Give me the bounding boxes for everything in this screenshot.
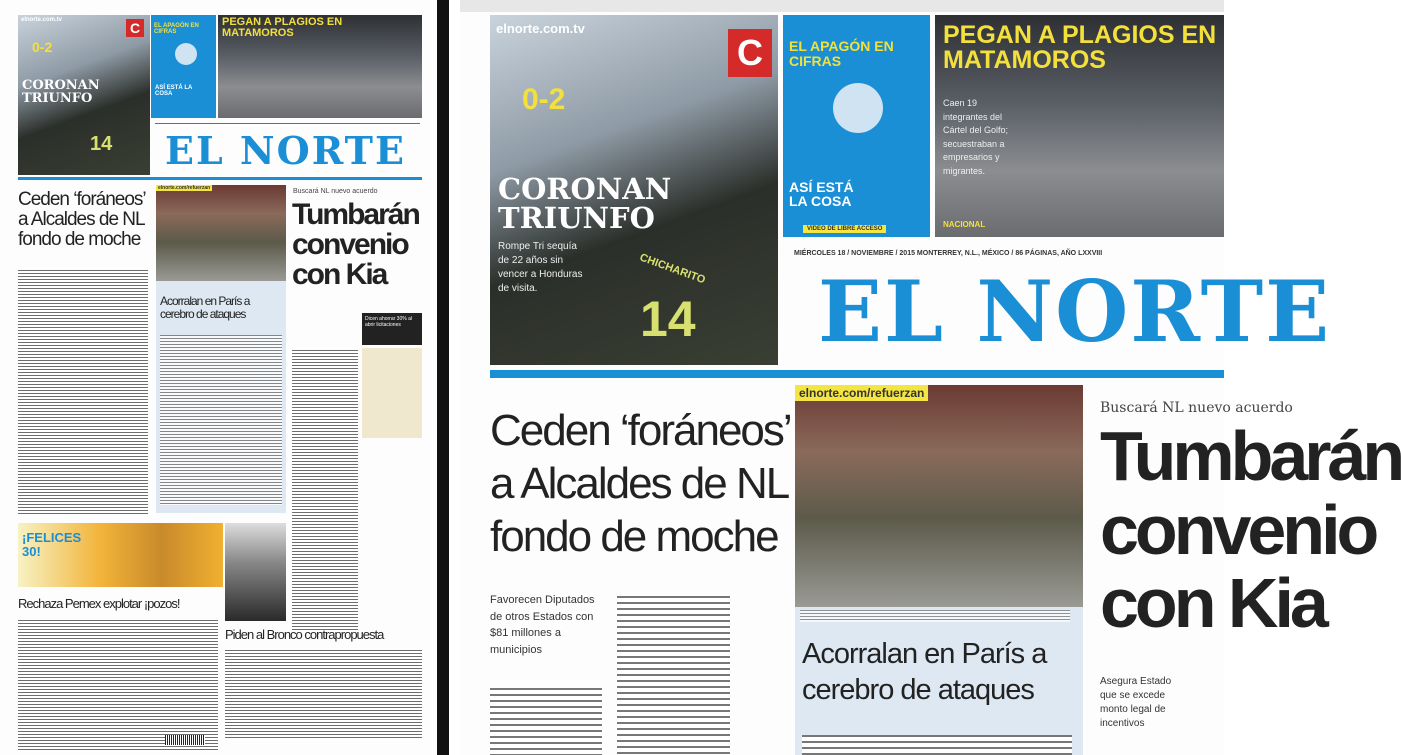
site-label-zoom: elnorte.com.tv	[496, 21, 585, 36]
soccer-headline-zoom: CORONAN TRIUNFO	[498, 172, 672, 235]
site-label: elnorte.com.tv	[21, 17, 63, 23]
divider	[437, 0, 449, 755]
front-page-zoom	[460, 0, 1401, 755]
pemex-body	[18, 620, 218, 750]
ceden-body	[18, 270, 148, 515]
felices-label: ¡FELICES 30!	[22, 530, 82, 560]
masthead-logo-zoom: EL NORTE	[818, 262, 1332, 361]
paris-caption	[800, 610, 1070, 622]
jersey-number: 14	[90, 133, 113, 155]
paris-photo	[156, 185, 286, 281]
blue-box-subtitle-zoom: ASÍ ESTÁ LA COSA	[789, 179, 854, 209]
soccer-headline: CORONAN TRIUNFO	[22, 78, 100, 106]
masthead-rule	[18, 177, 422, 180]
blue-box-title: EL APAGÓN EN CIFRAS	[154, 23, 199, 35]
felices-30-ad[interactable]	[18, 523, 223, 587]
plagios-headline-zoom: PEGAN A PLAGIOS EN MATAMOROS	[943, 21, 1217, 74]
kia-headline-zoom[interactable]: Tumbarán convenio con Kia	[1100, 417, 1401, 642]
front-page-full	[0, 0, 437, 755]
plagios-dek: Caen 19 integrantes del Cártel del Golfo; secuestraban a empresarios y migrantes.	[943, 98, 1009, 176]
kia-sidebar	[362, 348, 422, 438]
blue-video-box	[151, 15, 216, 118]
play-icon[interactable]	[175, 43, 197, 65]
paris-headline-zoom[interactable]: Acorralan en París a cerebro de ataques	[802, 638, 1047, 707]
bronco-body	[225, 650, 422, 740]
jersey-name: CHICHARITO	[638, 251, 707, 287]
soccer-photo	[18, 15, 150, 175]
pemex-headline[interactable]: Rechaza Pemex explotar ¡pozos!	[18, 596, 180, 611]
kia-kicker-zoom: Buscará NL nuevo acuerdo	[1100, 400, 1293, 416]
ceden-headline-zoom[interactable]: Ceden ‘foráneos’ a Alcaldes de NL fondo de moche	[490, 406, 790, 561]
plagios-section: NACIONAL	[943, 220, 986, 229]
paris-tag: elnorte.com/refuerzan	[158, 185, 211, 191]
bronco-photo	[225, 523, 286, 621]
kia-dek: Asegura Estado que se excede monto legal de incentivos	[1100, 676, 1172, 729]
paris-headline[interactable]: Acorralan en París a cerebro de ataques	[160, 294, 250, 321]
plagios-headline: PEGAN A PLAGIOS EN MATAMOROS	[222, 16, 343, 39]
play-icon-zoom[interactable]	[833, 83, 883, 133]
soccer-dek: Rompe Tri sequía de 22 años sin vencer a Honduras de visita.	[498, 241, 583, 294]
paris-body	[160, 335, 282, 505]
badge-c-zoom: C	[728, 29, 772, 77]
paris-body-zoom	[802, 735, 1072, 755]
blue-box-footer: VIDEO DE LIBRE ACCESO	[803, 225, 886, 233]
jersey-number-zoom: 14	[640, 291, 696, 347]
plagios-photo-zoom	[935, 15, 1224, 237]
score: 0-2	[32, 39, 53, 55]
blue-video-box-zoom	[783, 15, 930, 237]
ceden-headline[interactable]: Ceden ‘foráneos’ a Alcaldes de NL fondo de moche	[18, 189, 145, 250]
date-line	[155, 123, 420, 126]
kia-box: Dicen ahorrar 30% al abrir licitaciones	[362, 313, 422, 345]
ceden-body-left	[490, 688, 602, 755]
masthead-rule-zoom	[490, 370, 1224, 378]
barcode	[165, 735, 205, 745]
blue-box-subtitle: ASÍ ESTÁ LA COSA	[155, 85, 193, 97]
masthead-logo: EL NORTE	[165, 128, 406, 173]
blue-box-title-zoom: EL APAGÓN EN CIFRAS	[789, 38, 894, 70]
score-zoom: 0-2	[522, 83, 566, 116]
kia-headline[interactable]: Tumbarán convenio con Kia	[292, 198, 419, 291]
kia-body	[292, 350, 358, 630]
paris-tag-zoom: elnorte.com/refuerzan	[795, 385, 928, 401]
badge-c: C	[126, 19, 144, 37]
ceden-dek: Favorecen Diputados de otros Estados con $81 millones a municipios	[490, 594, 595, 656]
paris-photo-zoom	[795, 385, 1083, 607]
plagios-photo	[218, 15, 422, 118]
ceden-body-right	[617, 596, 730, 755]
top-bar	[460, 0, 1224, 12]
date-line-zoom: MIÉRCOLES 18 / NOVIEMBRE / 2015 MONTERREY, N.L., MÉXICO / 86 PÁGINAS, AÑO LXXVIII	[794, 250, 1103, 257]
bronco-headline[interactable]: Piden al Bronco contrapropuesta	[225, 627, 384, 642]
kia-kicker: Buscará NL nuevo acuerdo	[293, 188, 378, 195]
soccer-photo-zoom	[490, 15, 778, 365]
